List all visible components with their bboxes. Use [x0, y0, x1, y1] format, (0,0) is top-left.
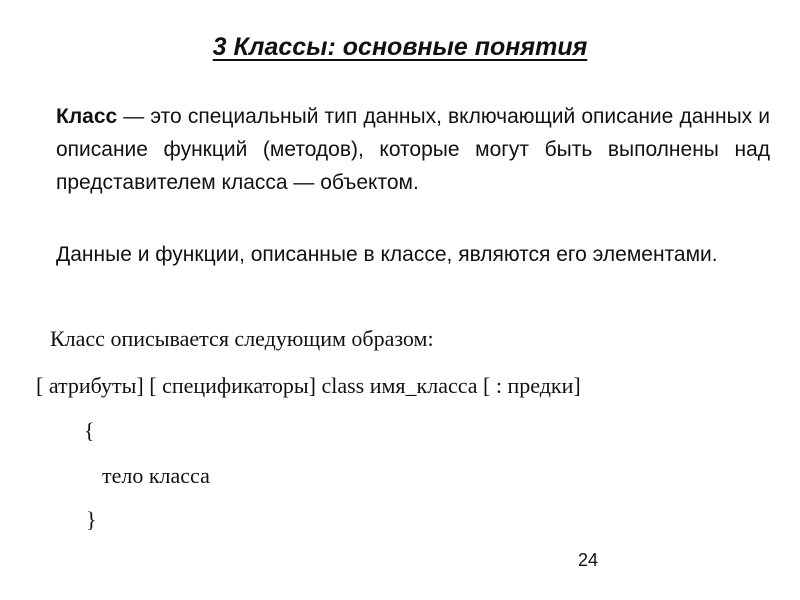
elements-paragraph: Данные и функции, описанные в классе, являются его элементами. — [56, 243, 718, 266]
open-brace: { — [84, 418, 95, 443]
slide-title: 3 Классы: основные понятия — [212, 33, 588, 61]
close-brace: } — [86, 507, 97, 532]
definition-text: — это специальный тип данных, включающий описание данных и описание функций (методов), которые могут быть выполнены над представителем класса — объектом. — [56, 105, 770, 194]
syntax-intro: Класс описывается следующим образом: — [50, 326, 434, 351]
page-number: 24 — [578, 550, 599, 570]
class-body-line: тело класса — [102, 463, 210, 488]
class-syntax-line: [ атрибуты] [ спецификаторы] class имя_класса [ : предки] — [36, 373, 581, 398]
definition-paragraph — [56, 100, 770, 199]
definition-term: Класс — [56, 105, 118, 128]
